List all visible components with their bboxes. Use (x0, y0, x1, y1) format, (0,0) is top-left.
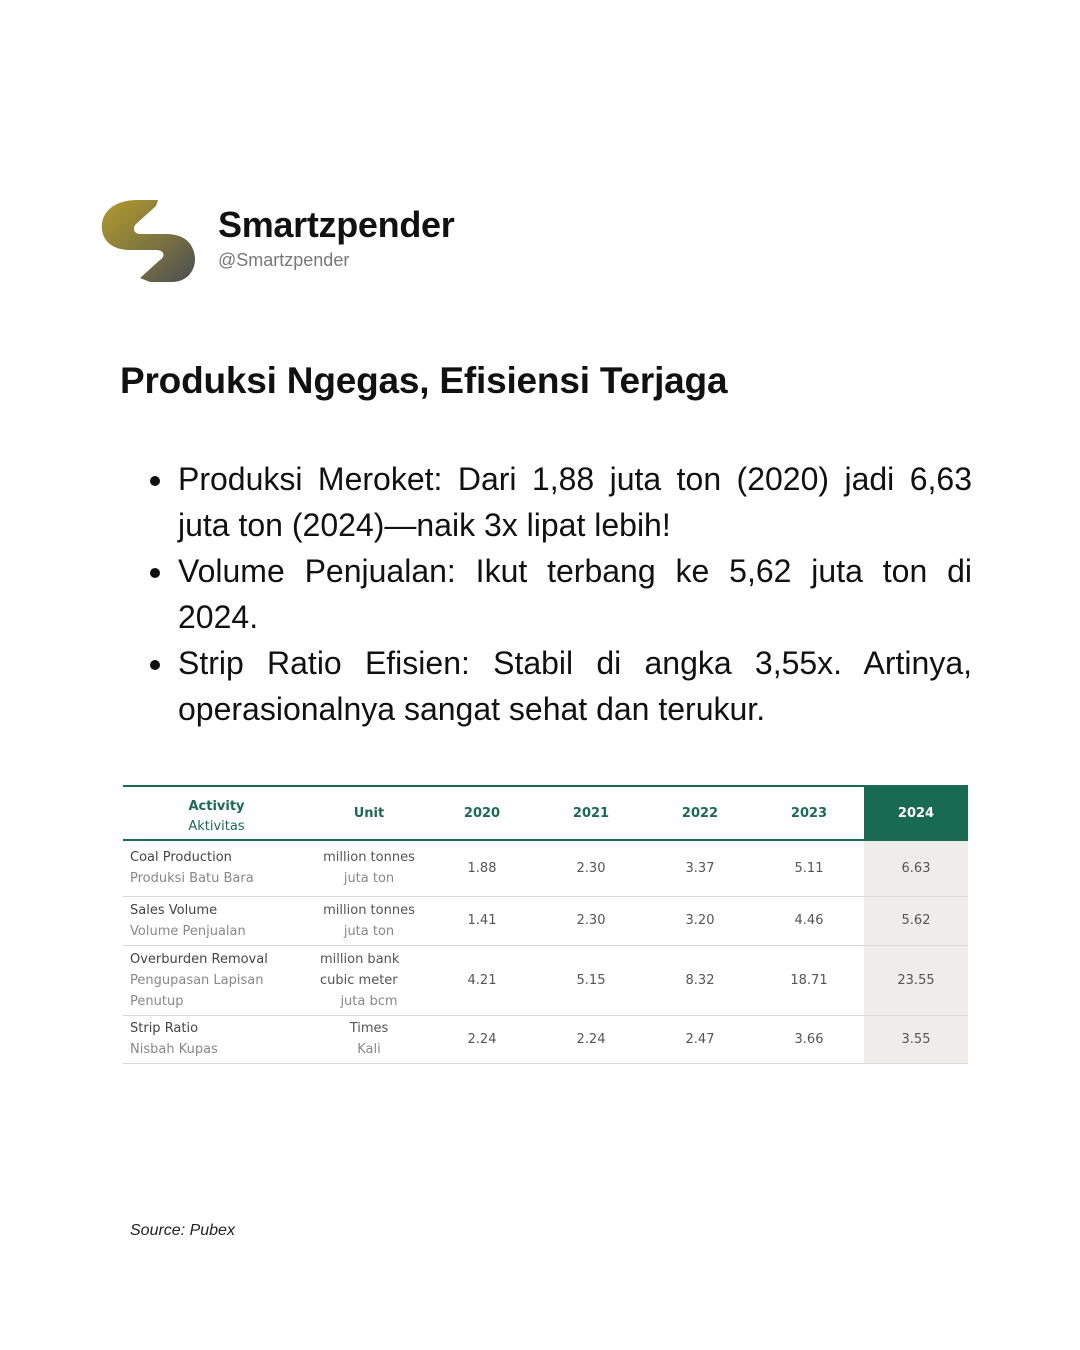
value-cell: 2.24 (428, 1015, 536, 1063)
value-cell: 2.30 (536, 896, 646, 945)
value-cell: 3.20 (646, 896, 754, 945)
header-year-highlight: 2024 (864, 786, 968, 840)
value-cell-highlight: 23.55 (864, 945, 968, 1015)
brand-handle: @Smartzpender (218, 250, 350, 270)
bullet-list (120, 456, 972, 732)
header-year: 2022 (681, 805, 719, 821)
unit-cell: million bank cubic meter juta bcm (310, 945, 428, 1015)
value-cell: 2.24 (536, 1015, 646, 1063)
table-row (123, 840, 968, 896)
value-cell: 3.66 (754, 1015, 864, 1063)
header-year: 2021 (572, 805, 610, 821)
unit-cell: Times Kali (310, 1015, 428, 1063)
operations-table (123, 785, 968, 1064)
value-cell: 2.30 (536, 840, 646, 896)
unit-cell: million tonnes juta ton (310, 896, 428, 945)
value-cell: 2.47 (646, 1015, 754, 1063)
header-year: 2023 (790, 805, 828, 821)
activity-cell: Sales Volume Volume Penjualan (123, 896, 310, 945)
brand-name: Smartzpender (218, 204, 455, 245)
value-cell: 5.11 (754, 840, 864, 896)
table-row (123, 1015, 968, 1063)
header-unit: Unit (353, 805, 385, 821)
bullet-item: Strip Ratio Efisien: Stabil di angka 3,55x. Artinya, operasionalnya sangat sehat dan terukur. (120, 640, 972, 732)
table-header-row (123, 786, 968, 840)
activity-cell: Overburden Removal Pengupasan Lapisan Penutup (123, 945, 310, 1015)
value-cell: 8.32 (646, 945, 754, 1015)
value-cell: 18.71 (754, 945, 864, 1015)
value-cell: 1.41 (428, 896, 536, 945)
value-cell: 4.46 (754, 896, 864, 945)
value-cell-highlight: 3.55 (864, 1015, 968, 1063)
header-year: 2020 (463, 805, 501, 821)
table-row (123, 945, 968, 1015)
s-logo-icon (98, 196, 200, 286)
profile-header (98, 196, 454, 286)
unit-cell: million tonnes juta ton (310, 840, 428, 896)
page-title: Produksi Ngegas, Efisiensi Terjaga (120, 360, 728, 401)
value-cell: 1.88 (428, 840, 536, 896)
bullet-item: Produksi Meroket: Dari 1,88 juta ton (2020) jadi 6,63 juta ton (2024)—naik 3x lipat lebih! (120, 456, 972, 548)
header-activity: Activity Aktivitas (188, 798, 245, 834)
value-cell: 4.21 (428, 945, 536, 1015)
bullet-item: Volume Penjualan: Ikut terbang ke 5,62 juta ton di 2024. (120, 548, 972, 640)
activity-cell: Strip Ratio Nisbah Kupas (123, 1015, 310, 1063)
value-cell-highlight: 5.62 (864, 896, 968, 945)
value-cell: 3.37 (646, 840, 754, 896)
value-cell: 5.15 (536, 945, 646, 1015)
source-note: Source: Pubex (130, 1222, 235, 1239)
value-cell-highlight: 6.63 (864, 840, 968, 896)
activity-cell: Coal Production Produksi Batu Bara (123, 840, 310, 896)
table-row (123, 896, 968, 945)
